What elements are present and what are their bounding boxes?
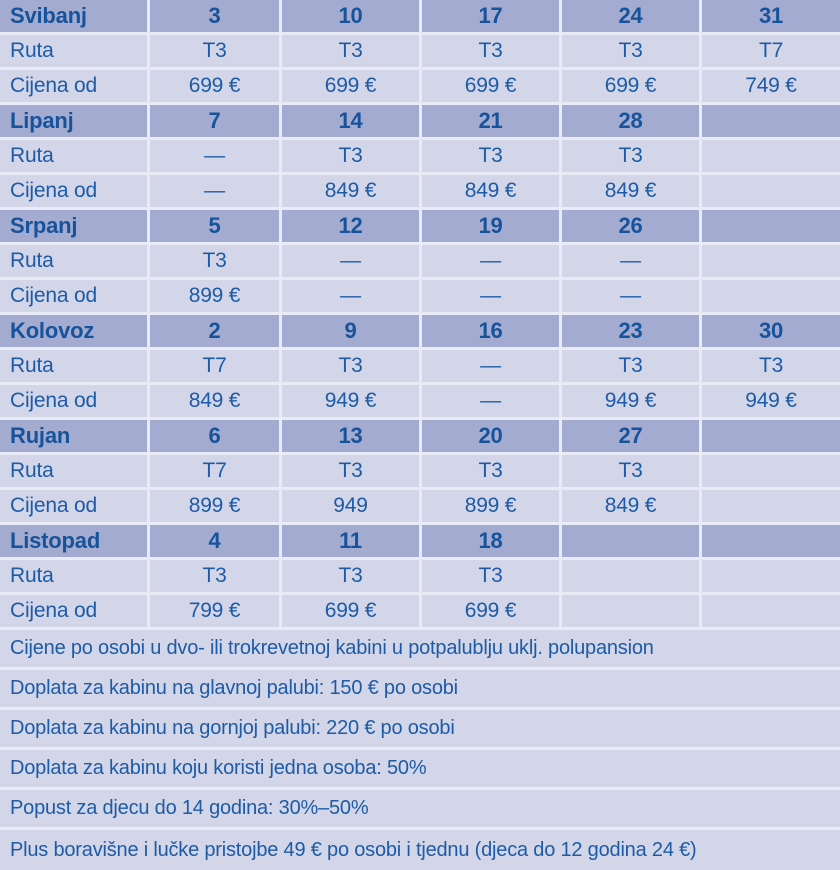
- month-name-cell: Srpanj: [0, 210, 147, 242]
- route-label-cell: Ruta: [0, 35, 147, 67]
- price-value-cell: 949 €: [282, 385, 419, 417]
- price-value-cell: 949: [282, 490, 419, 522]
- price-label-cell: Cijena od: [0, 490, 147, 522]
- route-label-cell: Ruta: [0, 140, 147, 172]
- route-value-cell: —: [562, 245, 699, 277]
- route-value-cell: T3: [422, 35, 559, 67]
- note-row: Cijene po osobi u dvo- ili trokrevetnoj kabini u potpalublju uklj. polupansion: [0, 630, 840, 667]
- day-cell: 13: [282, 420, 419, 452]
- price-value-cell: 849 €: [562, 175, 699, 207]
- route-label-cell: Ruta: [0, 245, 147, 277]
- price-value-cell: [702, 175, 840, 207]
- route-value-cell: T3: [562, 140, 699, 172]
- price-value-cell: 949 €: [702, 385, 840, 417]
- price-value-cell: 899 €: [422, 490, 559, 522]
- price-value-cell: 849 €: [562, 490, 699, 522]
- route-value-cell: —: [422, 245, 559, 277]
- day-cell: 18: [422, 525, 559, 557]
- day-cell: 20: [422, 420, 559, 452]
- route-value-cell: T3: [150, 35, 279, 67]
- route-value-cell: T3: [282, 560, 419, 592]
- day-cell: 19: [422, 210, 559, 242]
- day-cell: 24: [562, 0, 699, 32]
- route-value-cell: T3: [150, 560, 279, 592]
- price-value-cell: [702, 595, 840, 627]
- day-cell: 26: [562, 210, 699, 242]
- route-value-cell: T7: [702, 35, 840, 67]
- price-value-cell: 949 €: [562, 385, 699, 417]
- price-value-cell: 699 €: [422, 70, 559, 102]
- route-value-cell: T3: [282, 35, 419, 67]
- month-name-cell: Kolovoz: [0, 315, 147, 347]
- note-row: Doplata za kabinu na gornjoj palubi: 220 € po osobi: [0, 710, 840, 747]
- price-label-cell: Cijena od: [0, 175, 147, 207]
- day-cell: 11: [282, 525, 419, 557]
- route-value-cell: [562, 560, 699, 592]
- day-cell: [702, 420, 840, 452]
- price-value-cell: —: [422, 385, 559, 417]
- day-cell: 3: [150, 0, 279, 32]
- route-value-cell: —: [422, 350, 559, 382]
- note-row: Plus boravišne i lučke pristojbe 49 € po osobi i tjednu (djeca do 12 godina 24 €): [0, 830, 840, 870]
- route-value-cell: T3: [422, 140, 559, 172]
- day-cell: 27: [562, 420, 699, 452]
- price-value-cell: [562, 595, 699, 627]
- price-label-cell: Cijena od: [0, 280, 147, 312]
- route-value-cell: T3: [702, 350, 840, 382]
- price-value-cell: —: [422, 280, 559, 312]
- route-value-cell: T7: [150, 350, 279, 382]
- route-value-cell: [702, 455, 840, 487]
- day-cell: [702, 210, 840, 242]
- route-value-cell: T3: [282, 455, 419, 487]
- route-value-cell: T3: [282, 350, 419, 382]
- price-value-cell: 849 €: [150, 385, 279, 417]
- month-name-cell: Listopad: [0, 525, 147, 557]
- day-cell: 7: [150, 105, 279, 137]
- day-cell: [702, 105, 840, 137]
- route-value-cell: T3: [282, 140, 419, 172]
- day-cell: [562, 525, 699, 557]
- month-name-cell: Rujan: [0, 420, 147, 452]
- route-value-cell: T3: [422, 455, 559, 487]
- day-cell: 14: [282, 105, 419, 137]
- note-row: Doplata za kabinu na glavnoj palubi: 150 € po osobi: [0, 670, 840, 707]
- day-cell: 28: [562, 105, 699, 137]
- day-cell: 21: [422, 105, 559, 137]
- price-value-cell: 849 €: [282, 175, 419, 207]
- note-row: Popust za djecu do 14 godina: 30%–50%: [0, 790, 840, 827]
- route-value-cell: T3: [562, 350, 699, 382]
- price-value-cell: 899 €: [150, 490, 279, 522]
- price-value-cell: 799 €: [150, 595, 279, 627]
- price-value-cell: 749 €: [702, 70, 840, 102]
- route-label-cell: Ruta: [0, 350, 147, 382]
- price-label-cell: Cijena od: [0, 595, 147, 627]
- route-label-cell: Ruta: [0, 455, 147, 487]
- route-value-cell: [702, 140, 840, 172]
- price-value-cell: 699 €: [562, 70, 699, 102]
- route-value-cell: T3: [150, 245, 279, 277]
- day-cell: 4: [150, 525, 279, 557]
- price-value-cell: 699 €: [150, 70, 279, 102]
- day-cell: 30: [702, 315, 840, 347]
- day-cell: 9: [282, 315, 419, 347]
- price-value-cell: 849 €: [422, 175, 559, 207]
- route-value-cell: [702, 560, 840, 592]
- note-row: Doplata za kabinu koju koristi jedna osoba: 50%: [0, 750, 840, 787]
- price-value-cell: 699 €: [282, 70, 419, 102]
- route-value-cell: T3: [562, 35, 699, 67]
- route-value-cell: —: [282, 245, 419, 277]
- route-value-cell: T3: [562, 455, 699, 487]
- day-cell: 6: [150, 420, 279, 452]
- day-cell: 12: [282, 210, 419, 242]
- price-value-cell: [702, 490, 840, 522]
- day-cell: 2: [150, 315, 279, 347]
- price-value-cell: [702, 280, 840, 312]
- month-name-cell: Lipanj: [0, 105, 147, 137]
- route-value-cell: [702, 245, 840, 277]
- day-cell: 23: [562, 315, 699, 347]
- route-label-cell: Ruta: [0, 560, 147, 592]
- price-value-cell: —: [150, 175, 279, 207]
- price-label-cell: Cijena od: [0, 70, 147, 102]
- route-value-cell: —: [150, 140, 279, 172]
- price-value-cell: 699 €: [282, 595, 419, 627]
- day-cell: [702, 525, 840, 557]
- price-value-cell: 899 €: [150, 280, 279, 312]
- price-value-cell: —: [562, 280, 699, 312]
- price-label-cell: Cijena od: [0, 385, 147, 417]
- day-cell: 5: [150, 210, 279, 242]
- day-cell: 16: [422, 315, 559, 347]
- day-cell: 10: [282, 0, 419, 32]
- month-name-cell: Svibanj: [0, 0, 147, 32]
- route-value-cell: T7: [150, 455, 279, 487]
- price-value-cell: 699 €: [422, 595, 559, 627]
- route-value-cell: T3: [422, 560, 559, 592]
- price-value-cell: —: [282, 280, 419, 312]
- day-cell: 17: [422, 0, 559, 32]
- day-cell: 31: [702, 0, 840, 32]
